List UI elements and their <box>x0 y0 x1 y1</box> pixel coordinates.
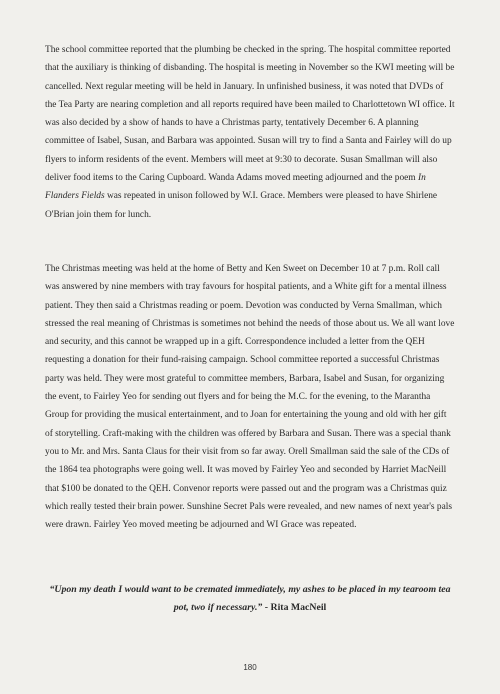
paragraph-text: The school committee reported that the plumbing be checked in the spring. The hospital committee reported that the auxiliary is thinking of disbanding. The hospital is meeting in November so the KWI meeting will be cancelled. Next regular meeting will be held in January. In unfinished business, it was noted that DVDs of the Tea Party are nearing completion and all reports required have been mailed to Charlottetown WI office. It was also decided by a show of hands to have a Christmas party, tentatively December 6. A planning committee of Isabel, Susan, and Barbara was appointed. Susan will try to find a Santa and Fairley will do up flyers to inform residents of the event. Members will meet at 9:30 to decorate. Susan Smallman will also deliver food items to the Caring Cupboard. Wanda Adams moved meeting adjourned and the poem <box>45 45 455 184</box>
quote-text: “Upon my death I would want to be cremated immediately, my ashes to be placed in my tearoom tea pot, two if necessary.” <box>49 584 451 614</box>
paragraph-text: was repeated in unison followed by W.I. Grace. Members were pleased to have Shirlene O'Brian join them for lunch. <box>45 191 438 220</box>
quote-attribution: - Rita MacNeil <box>262 602 327 614</box>
paragraph-committee-reports <box>45 41 455 224</box>
poem-title: In Flanders Fields <box>45 173 426 202</box>
page-number: 180 <box>243 663 257 672</box>
quote-block <box>45 581 455 618</box>
paragraph-christmas-meeting: The Christmas meeting was held at the home of Betty and Ken Sweet on December 10 at 7 p.m. Roll call was answered by nine members with tray favours for hospital patients, and a White gift for a mental illness patient. They then said a Christmas reading or poem. Devotion was conducted by Verna Smallman, which stressed the real meaning of Christmas is sometimes not behind the needs of those about us. We all want love and security, and this cannot be wrapped up in a gift. Correspondence included a letter from the QEH requesting a donation for their fund-raising campaign. School committee reported a successful Christmas party was held. They were most grateful to committee members, Barbara, Isabel and Susan, for organizing the event, to Fairley Yeo for sending out flyers and for being the M.C. for the evening, to the Marantha Group for providing the musical entertainment, and to Joan for entertaining the young and old with her gift of storytelling. Craft-making with the children was offered by Barbara and Susan. There was a special thank you to Mr. and Mrs. Santa Claus for their visit from so far away. Orell Smallman said the sale of the CDs of the 1864 tea photographs were going well. It was moved by Fairley Yeo and seconded by Harriet MacNeill that $100 be donated to the QEH. Convenor reports were passed out and the program was a Christmas quiz which really tested their brain power. Sunshine Secret Pals were revealed, and new names of next year's pals were drawn. Fairley Yeo moved meeting be adjourned and WI Grace was repeated. <box>45 264 455 531</box>
